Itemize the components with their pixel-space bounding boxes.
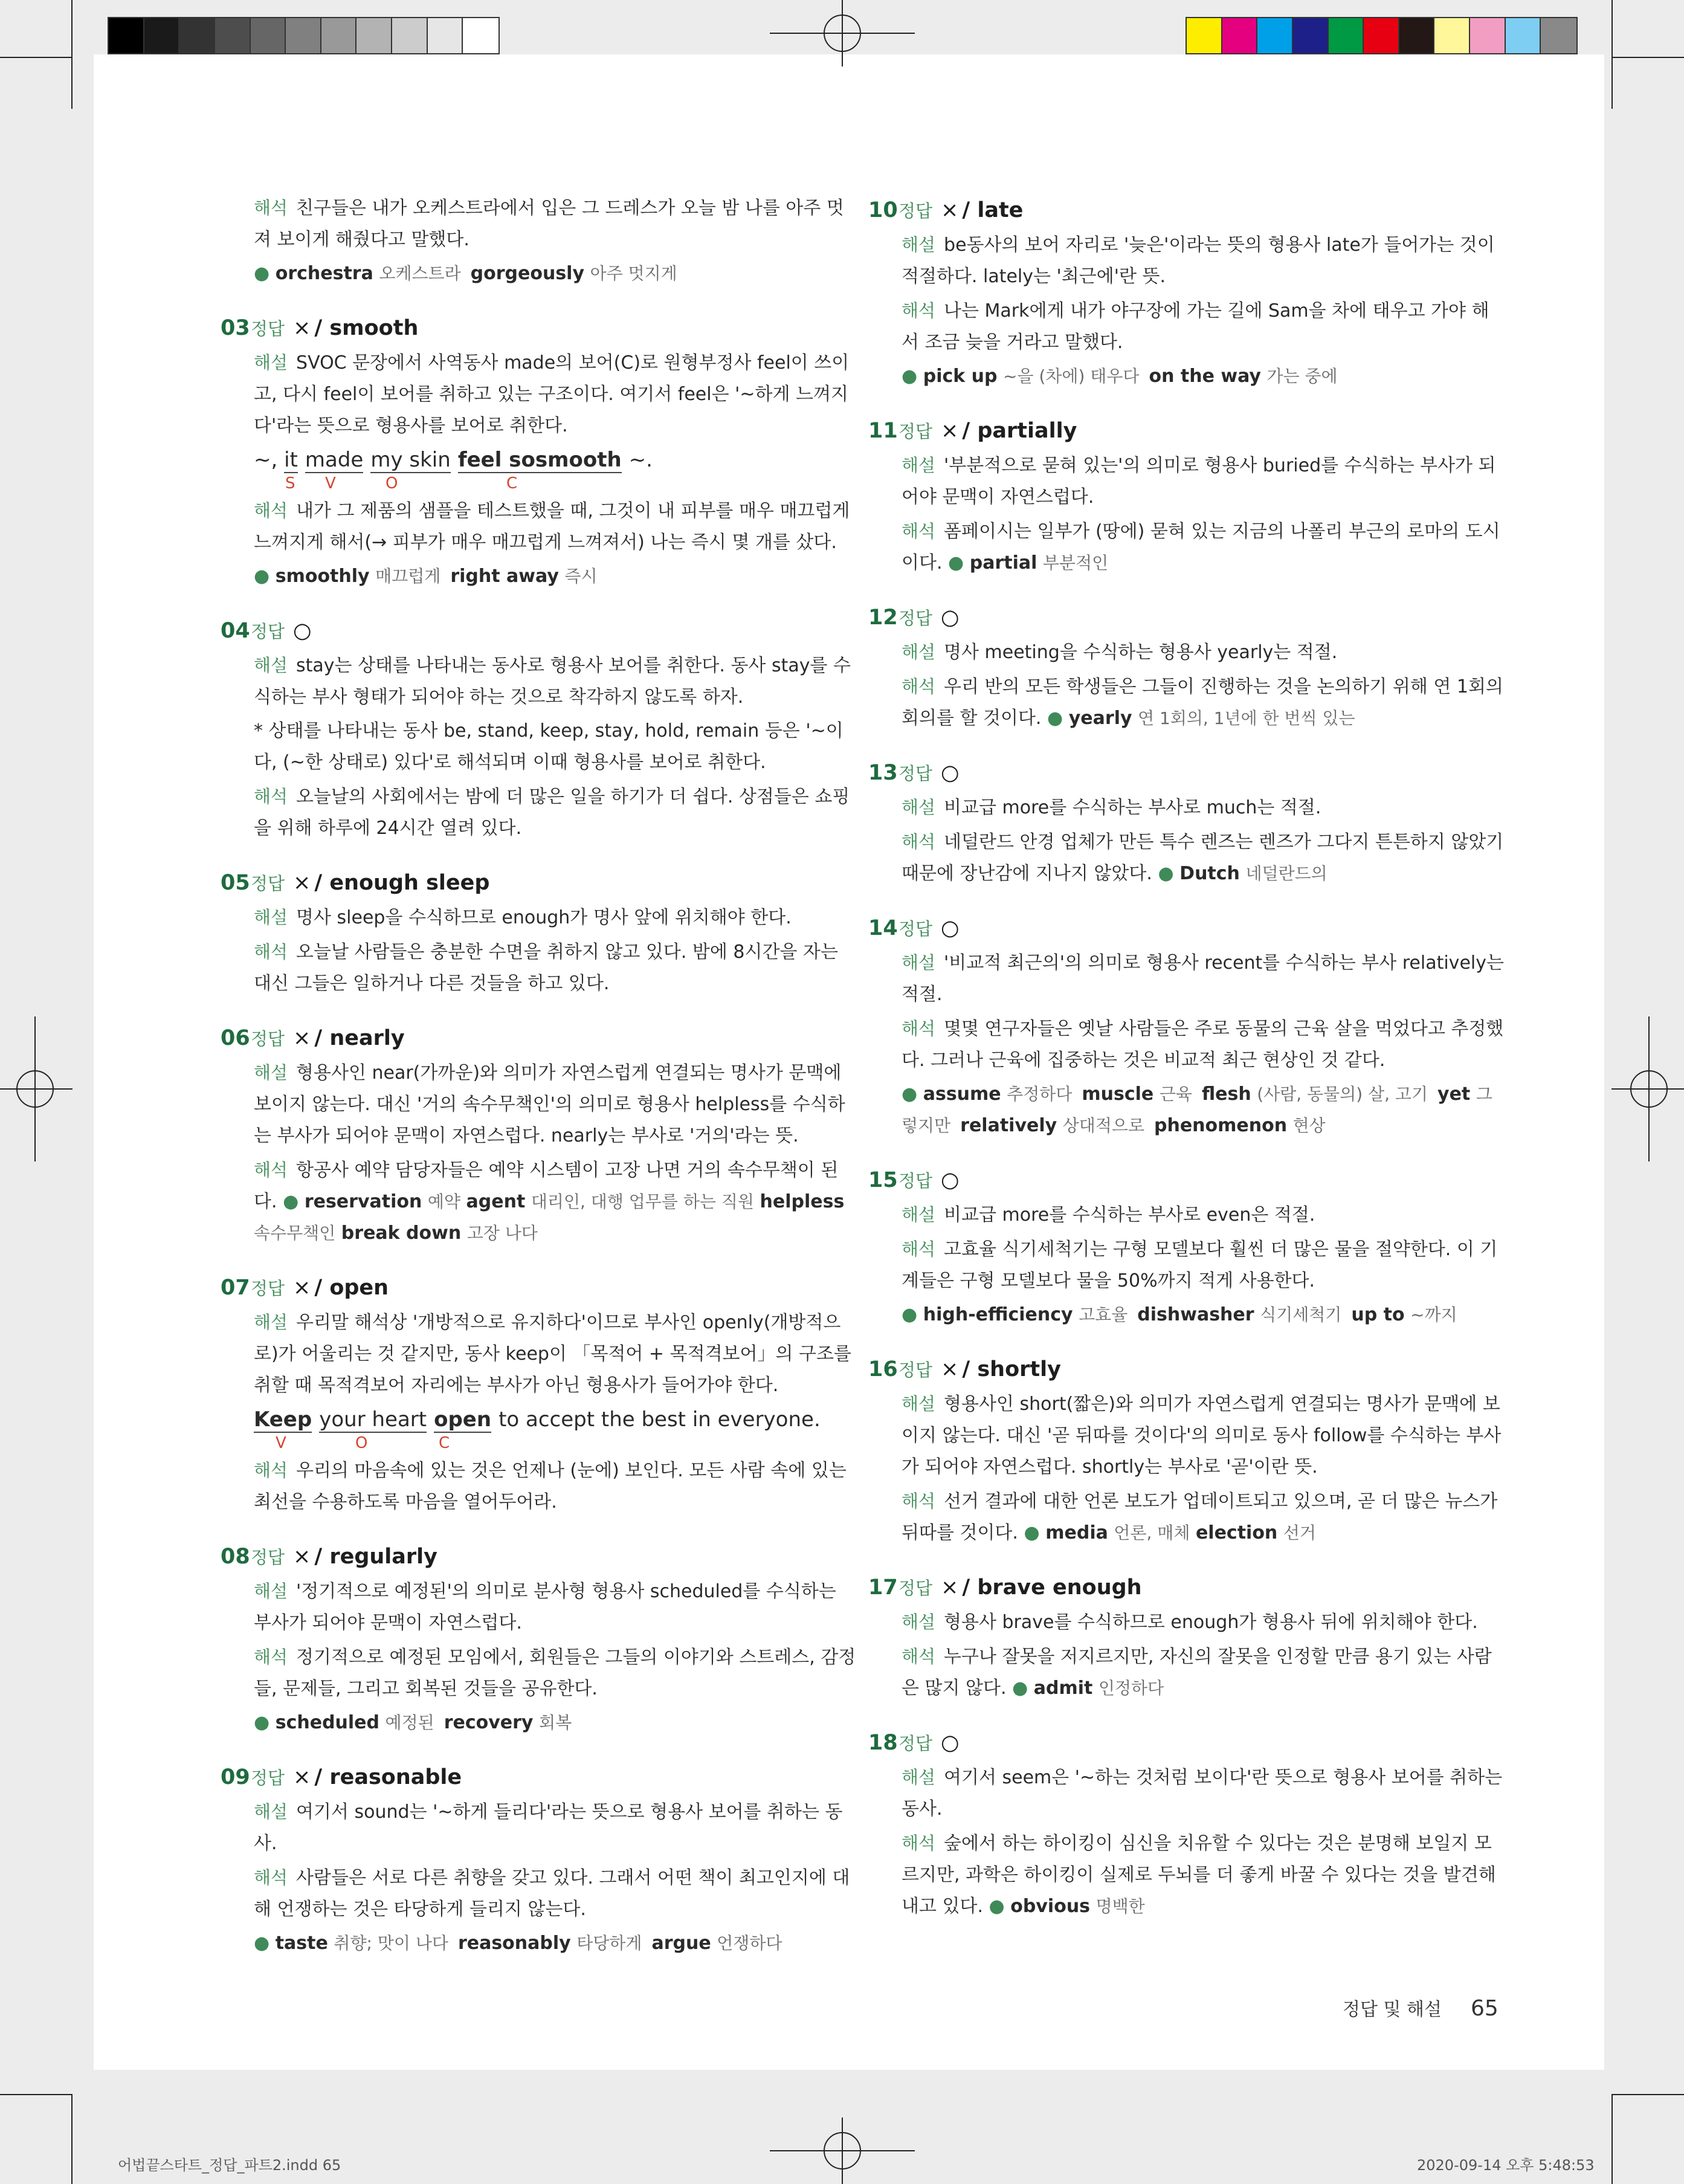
translation-text: 정기적으로 예정된 모임에서, 회원들은 그들의 이야기와 스트레스, 감정들, 문제들, 그리고 회복된 것들을 공유한다. (254, 1647, 856, 1699)
answer-label: 정답 (251, 1768, 285, 1788)
answer-label: 정답 (898, 919, 933, 939)
vocab-word: election (1195, 1522, 1278, 1543)
vocab-word: dishwasher (1137, 1304, 1254, 1325)
example-sentence: ~, it made my skin feel sosmooth ~. (254, 448, 653, 472)
translation-text: 고효율 식기세척기는 구형 모델보다 훨씬 더 많은 물을 절약한다. 이 기계들은 구형 모델보다 물을 50%까지 적게 사용한다. (902, 1239, 1498, 1291)
incorrect-mark-icon: × (293, 1765, 311, 1789)
correct-mark-icon: ○ (941, 1168, 960, 1192)
vocab-meaning: 그렇지만 (902, 1084, 1492, 1136)
calibration-swatch (1541, 18, 1576, 53)
translation-text: 우리의 마음속에 있는 것은 언제나 (눈에) 보인다. 모든 사람 속에 있는 최선을 수용하도록 마음을 열어두어라. (254, 1460, 847, 1513)
crop-mark (1611, 57, 1684, 58)
crop-mark (71, 2094, 73, 2184)
translation-text: 선거 결과에 대한 언론 보도가 업데이트되고 있으며, 곧 더 많은 뉴스가 뒤따를 것이다. (902, 1491, 1498, 1543)
answer-item-13 (868, 755, 1506, 890)
vocab-meaning: 속수무책인 (254, 1223, 336, 1243)
item-number: 13 (868, 761, 898, 785)
answer-label: 정답 (898, 1360, 933, 1380)
vocab-meaning: 부분적인 (1043, 553, 1109, 573)
vocab-meaning: 즉시 (564, 566, 598, 586)
vocab-meaning: 인정하다 (1098, 1678, 1164, 1698)
complement-phrase: feel so (457, 448, 535, 472)
calibration-swatch (392, 18, 428, 53)
vocab-meaning: (사람, 동물의) 살, 고기 (1257, 1084, 1428, 1104)
vocab-word: break down (341, 1223, 462, 1244)
answer-item-15 (868, 1162, 1506, 1331)
explain-label: 해설 (902, 797, 936, 818)
translate-label: 해석 (254, 198, 288, 218)
bullet-dot-icon: ● (1047, 708, 1063, 729)
explanation-text: 여기서 sound는 '~하게 들리다'라는 뜻으로 형용사 보어를 취하는 동사. (254, 1801, 843, 1854)
bullet-dot-icon: ● (948, 552, 964, 573)
translation-text: 몇몇 연구자들은 옛날 사람들은 주로 동물의 근육 살을 먹었다고 추정했다. 그러나 근육에 집중하는 것은 비교적 최근 현상인 것 같다. (902, 1018, 1504, 1071)
vocab-meaning: 가는 중에 (1266, 366, 1338, 386)
bullet-dot-icon: ● (254, 1933, 276, 1954)
translate-label: 해석 (902, 676, 936, 697)
translate-label: 해석 (902, 521, 936, 541)
vocab-meaning: 연 1회의, 1년에 한 번씩 있는 (1138, 708, 1355, 728)
translate-label: 해석 (902, 1833, 936, 1853)
calibration-swatch (1257, 18, 1293, 53)
explain-label: 해설 (902, 1204, 936, 1225)
vocab-word: taste (275, 1933, 328, 1954)
bullet-dot-icon: ● (902, 366, 923, 387)
translate-label: 해석 (254, 500, 288, 521)
example-sentence: Keep your heart open to accept the best in everyone. (254, 1407, 821, 1432)
explain-label: 해설 (254, 1312, 288, 1333)
answer-item-16 (868, 1351, 1506, 1549)
answer-item-18 (868, 1725, 1506, 1922)
answer-label: 정답 (251, 873, 285, 894)
bullet-dot-icon: ● (254, 566, 276, 587)
vocab-meaning: 아주 멋지게 (590, 263, 677, 283)
vocab-list (254, 561, 858, 592)
vocab-word: reasonably (457, 1933, 571, 1954)
correct-mark-icon: ○ (941, 1731, 960, 1755)
explain-label: 해설 (902, 952, 936, 973)
explain-label: 해설 (902, 1767, 936, 1788)
answer-item-03 (221, 310, 858, 592)
vocab-meaning: 회복 (539, 1713, 572, 1733)
answer-label: 정답 (898, 1171, 933, 1191)
translate-label: 해석 (254, 1160, 288, 1180)
calibration-swatch (1293, 18, 1329, 53)
item-number: 06 (221, 1026, 250, 1050)
vocab-word: phenomenon (1154, 1115, 1288, 1136)
explanation-text: 비교급 more를 수식하는 부사로 much는 적절. (944, 797, 1321, 818)
explanation-text: '비교적 최근의'의 의미로 형용사 recent를 수식하는 부사 relatively는 적절. (902, 952, 1504, 1005)
answer-label: 정답 (898, 201, 933, 221)
vocab-meaning: 현상 (1292, 1116, 1326, 1136)
answer-label: 정답 (251, 318, 285, 339)
vocab-word: Dutch (1179, 863, 1240, 884)
answer-text: / reasonable (314, 1765, 462, 1789)
subject-phrase: it (284, 448, 298, 472)
page-footer (1343, 1994, 1499, 2021)
calibration-swatch (1399, 18, 1435, 53)
answer-text: / shortly (962, 1357, 1061, 1381)
explain-label: 해설 (254, 1581, 288, 1601)
answer-label: 정답 (251, 1547, 285, 1568)
bullet-dot-icon: ● (902, 1304, 923, 1325)
bullet-dot-icon: ● (989, 1896, 1005, 1917)
vocab-word: orchestra (275, 263, 373, 284)
verb-phrase: Keep (254, 1407, 312, 1432)
vocab-meaning: 예정된 (385, 1713, 434, 1733)
answer-label: 정답 (898, 608, 933, 628)
vocab-word: right away (450, 566, 559, 587)
bullet-dot-icon: ● (254, 263, 276, 284)
item-number: 16 (868, 1357, 898, 1381)
explain-label: 해설 (254, 352, 288, 373)
vocab-meaning: 명백한 (1095, 1896, 1145, 1916)
item-number: 17 (868, 1575, 898, 1600)
registration-mark-top (770, 0, 915, 66)
object-phrase: your heart (319, 1407, 427, 1432)
vocab-word: admit (1033, 1678, 1093, 1699)
bullet-dot-icon: ● (1024, 1522, 1040, 1543)
vocab-word: high-efficiency (923, 1304, 1073, 1325)
calibration-swatch (251, 18, 286, 53)
registration-mark-right (1611, 1016, 1684, 1161)
vocab-word: pick up (923, 366, 998, 387)
vocab-list (902, 1299, 1506, 1331)
answer-item-04 (221, 613, 858, 844)
vocab-word: scheduled (275, 1712, 379, 1733)
vocab-meaning: 매끄럽게 (375, 566, 441, 586)
incorrect-mark-icon: × (293, 1545, 311, 1569)
vocab-meaning: 타당하게 (576, 1933, 642, 1953)
explanation-text: 형용사 brave를 수식하므로 enough가 형용사 뒤에 위치해야 한다. (944, 1612, 1478, 1633)
translate-label: 해석 (254, 1647, 288, 1667)
explain-label: 해설 (254, 655, 288, 676)
vocab-word: gorgeously (470, 263, 585, 284)
answer-item-11 (868, 413, 1506, 579)
answer-item-07 (221, 1270, 858, 1518)
correct-mark-icon: ○ (941, 606, 960, 630)
vocab-word: smoothly (275, 566, 370, 587)
answer-label: 정답 (898, 763, 933, 784)
translate-label: 해석 (902, 1491, 936, 1511)
correct-mark-icon: ○ (941, 761, 960, 785)
calibration-swatch (1187, 18, 1222, 53)
translate-label: 해석 (902, 1018, 936, 1039)
explanation-text: 명사 meeting을 수식하는 형용사 yearly는 적절. (944, 642, 1338, 663)
vocab-meaning: 상대적으로 (1062, 1116, 1144, 1136)
translation-text: 숲에서 하는 하이킹이 심신을 치유할 수 있다는 것은 분명해 보일지 모르지만, 과학은 하이킹이 실제로 두뇌를 더 좋게 바꿀 수 있다는 것을 발견해 내고 있다. (902, 1833, 1496, 1917)
crop-mark (1611, 2094, 1613, 2184)
calibration-swatch (109, 18, 144, 53)
grayscale-calibration-bar (108, 17, 500, 54)
item-number: 03 (221, 316, 250, 340)
vocab-list (902, 1079, 1506, 1142)
explanation-text: 형용사인 near(가까운)와 의미가 자연스럽게 연결되는 명사가 문맥에 보이지 않는다. 대신 '거의 속수무책인'의 의미로 형용사 helpless를 수식하는 부사가 되어야 문맥이 자연스럽다. nearly는 부사로 '거의'라는 뜻. (254, 1062, 845, 1146)
translation-text: 내가 그 제품의 샘플을 테스트했을 때, 그것이 내 피부를 매우 매끄럽게 느껴지게 해서(→ 피부가 매우 매끄럽게 느껴져서) 나는 즉시 몇 개를 샀다. (254, 500, 850, 553)
explanation-text: 형용사인 short(짧은)와 의미가 자연스럽게 연결되는 명사가 문맥에 보이지 않는다. 대신 '곧 뒤따를 것이다'의 의미로 동사 follow를 수식하는 부사가 되어야 자연스럽다. shortly는 부사로 '곧'이란 뜻. (902, 1394, 1502, 1478)
correct-mark-icon: ○ (293, 619, 312, 643)
vocab-word: assume (923, 1084, 1001, 1105)
left-column (221, 192, 858, 1980)
vocab-word: helpless (760, 1191, 845, 1212)
registration-mark-bottom (770, 2118, 915, 2184)
answer-item-14 (868, 910, 1506, 1142)
right-column (868, 192, 1506, 1943)
vocab-meaning: 언쟁하다 (717, 1933, 782, 1953)
color-calibration-bar (1186, 17, 1578, 54)
translation-text: 사람들은 서로 다른 취향을 갖고 있다. 그래서 어떤 책이 최고인지에 대해 언쟁하는 것은 타당하게 들리지 않는다. (254, 1867, 850, 1920)
calibration-swatch (286, 18, 321, 53)
answer-text: / enough sleep (314, 871, 490, 895)
incorrect-mark-icon: × (293, 1026, 311, 1050)
item-number: 10 (868, 198, 898, 222)
vocab-meaning: 고효율 (1079, 1305, 1128, 1325)
explanation-text: 여기서 seem은 '~하는 것처럼 보이다'란 뜻으로 형용사 보어를 취하는 동사. (902, 1767, 1503, 1820)
vocab-list (902, 361, 1506, 392)
answer-label: 정답 (898, 421, 933, 442)
answer-text: / open (314, 1276, 389, 1300)
vocab-meaning: 취향; 맛이 나다 (334, 1933, 448, 1953)
explanation-text: stay는 상태를 나타내는 동사로 형용사 보어를 취한다. 동사 stay를 수식하는 부사 형태가 되어야 하는 것으로 착각하지 않도록 하자. (254, 655, 851, 708)
translation-text: 항공사 예약 담당자들은 예약 시스템이 고장 나면 거의 속수무책이 된다. (254, 1160, 839, 1212)
translate-label: 해석 (902, 1239, 936, 1259)
answer-text: / brave enough (962, 1575, 1142, 1600)
vocab-word: flesh (1201, 1084, 1251, 1105)
vocab-meaning: 고장 나다 (466, 1223, 538, 1243)
explain-label: 해설 (902, 455, 936, 476)
vocab-word: recovery (444, 1712, 534, 1733)
vocab-word: partial (969, 552, 1037, 573)
answer-item-06 (221, 1020, 858, 1249)
incorrect-mark-icon: × (293, 316, 311, 340)
explain-label: 해설 (902, 234, 936, 255)
calibration-swatch (1470, 18, 1506, 53)
translate-label: 해석 (902, 1646, 936, 1667)
print-timestamp: 2020-09-14 오후 5:48:53 (1417, 2157, 1595, 2174)
registration-mark-left (0, 1016, 73, 1161)
answer-label: 정답 (251, 1278, 285, 1299)
translate-label: 해석 (254, 1460, 288, 1481)
calibration-swatch (428, 18, 463, 53)
item-number: 04 (221, 619, 250, 643)
correct-mark-icon: ○ (941, 916, 960, 940)
item-number: 08 (221, 1545, 250, 1569)
explain-label: 해설 (254, 1801, 288, 1822)
translation-text: 나는 Mark에게 내가 야구장에 가는 길에 Sam을 차에 태우고 가야 해서 조금 늦을 거라고 말했다. (902, 300, 1489, 353)
answer-label: 정답 (251, 621, 285, 642)
vocab-meaning: 식기세척기 (1260, 1305, 1342, 1325)
sentence-structure-labels: V O C (276, 1434, 450, 1452)
translate-label: 해석 (902, 832, 936, 852)
item-number: 05 (221, 871, 250, 895)
calibration-swatch (215, 18, 251, 53)
calibration-swatch (1364, 18, 1399, 53)
answer-item-17 (868, 1569, 1506, 1704)
answer-item-09 (221, 1759, 858, 1959)
vocab-list (254, 1928, 858, 1959)
vocab-meaning: ~까지 (1410, 1305, 1457, 1325)
incorrect-mark-icon: × (293, 1276, 311, 1300)
vocab-word: agent (466, 1191, 526, 1212)
translation-text: 오늘날의 사회에서는 밤에 더 많은 일을 하기가 더 쉽다. 상점들은 쇼핑을 위해 하루에 24시간 열려 있다. (254, 786, 850, 839)
crop-mark (71, 0, 73, 109)
incorrect-mark-icon: × (941, 198, 959, 222)
vocab-meaning: 선거 (1283, 1523, 1316, 1543)
calibration-swatch (144, 18, 180, 53)
vocab-word: reservation (304, 1191, 422, 1212)
answer-item-12 (868, 599, 1506, 734)
answer-text: / regularly (314, 1545, 437, 1569)
bullet-dot-icon: ● (283, 1191, 299, 1212)
translation-text: 우리 반의 모든 학생들은 그들이 진행하는 것을 논의하기 위해 연 1회의 회의를 할 것이다. (902, 676, 1503, 729)
translate-label: 해석 (254, 1867, 288, 1888)
explain-label: 해설 (902, 1612, 936, 1632)
verb-phrase: made (305, 448, 364, 472)
answer-label: 정답 (898, 1578, 933, 1598)
vocab-meaning: 근육 (1159, 1084, 1192, 1104)
object-phrase: my skin (370, 448, 451, 472)
answer-item-02-continued (254, 192, 858, 289)
crop-mark (1611, 2094, 1684, 2095)
answer-label: 정답 (898, 1733, 933, 1754)
bullet-dot-icon: ● (254, 1712, 276, 1733)
calibration-swatch (179, 18, 215, 53)
vocab-word: up to (1351, 1304, 1405, 1325)
vocab-word: on the way (1149, 366, 1261, 387)
incorrect-mark-icon: × (941, 1357, 959, 1381)
explanation-text: 명사 sleep을 수식하므로 enough가 명사 앞에 위치해야 한다. (296, 907, 792, 928)
crop-mark (0, 57, 71, 58)
translation-text: 누구나 잘못을 저지르지만, 자신의 잘못을 인정할 만큼 용기 있는 사람은 많지 않다. (902, 1646, 1492, 1699)
answer-item-05 (221, 865, 858, 1000)
vocab-word: yet (1437, 1084, 1471, 1105)
grammar-note: * 상태를 나타내는 동사 be, stand, keep, stay, hold, remain 등은 '~이다, (~한 상태로) 있다'로 해석되며 이때 형용사를 보어로 취한다. (254, 720, 844, 773)
vocab-meaning: 네덜란드의 (1245, 864, 1328, 884)
answer-label: 정답 (251, 1029, 285, 1049)
calibration-swatch (1222, 18, 1258, 53)
calibration-swatch (321, 18, 357, 53)
vocab-meaning: 예약 (427, 1192, 460, 1212)
translation-text: 친구들은 내가 오케스트라에서 입은 그 드레스가 오늘 밤 나를 아주 멋져 보이게 해줬다고 말했다. (254, 198, 844, 250)
item-number: 18 (868, 1731, 898, 1755)
section-title: 정답 및 해설 (1343, 1999, 1442, 2020)
explanation-text: 비교급 more를 수식하는 부사로 even은 적절. (944, 1204, 1315, 1226)
item-number: 07 (221, 1276, 250, 1300)
explanation-text: '부분적으로 묻혀 있는'의 의미로 형용사 buried를 수식하는 부사가 되어야 문맥이 자연스럽다. (902, 455, 1496, 508)
incorrect-mark-icon: × (941, 419, 959, 443)
crop-mark (1611, 0, 1613, 109)
incorrect-mark-icon: × (293, 871, 311, 895)
explanation-text: be동사의 보어 자리로 '늦은'이라는 뜻의 형용사 late가 들어가는 것이 적절하다. lately는 '최근에'란 뜻. (902, 234, 1495, 287)
translate-label: 해석 (902, 300, 936, 321)
calibration-swatch (356, 18, 392, 53)
item-number: 09 (221, 1765, 250, 1789)
calibration-swatch (1434, 18, 1470, 53)
answer-text: / nearly (314, 1026, 405, 1050)
translation-text: 폼페이시는 일부가 (땅에) 묻혀 있는 지금의 나폴리 부근의 로마의 도시이다. (902, 521, 1500, 573)
vocab-meaning: 추정하다 (1007, 1084, 1073, 1104)
explain-label: 해설 (254, 1062, 288, 1083)
sentence-structure-labels: S V O C (285, 474, 518, 493)
bullet-dot-icon: ● (902, 1084, 923, 1105)
item-number: 11 (868, 419, 898, 443)
crop-mark (0, 2094, 71, 2095)
answer-text: / smooth (314, 316, 419, 340)
page-number: 65 (1470, 1996, 1499, 2021)
incorrect-mark-icon: × (941, 1575, 959, 1600)
vocab-list (254, 1707, 858, 1739)
vocab-word: obvious (1010, 1896, 1091, 1917)
answer-text: / partially (962, 419, 1077, 443)
bullet-dot-icon: ● (1158, 863, 1174, 884)
translation-text: 오늘날 사람들은 충분한 수면을 취하지 않고 있다. 밤에 8시간을 자는 대신 그들은 일하거나 다른 것들을 하고 있다. (254, 942, 838, 994)
translation-text: 네덜란드 안경 업체가 만든 특수 렌즈는 렌즈가 그다지 튼튼하지 않았기 때문에 장난감에 지나지 않았다. (902, 832, 1504, 884)
vocab-list (254, 258, 858, 289)
vocab-word: relatively (960, 1115, 1057, 1136)
explanation-text: SVOC 문장에서 사역동사 made의 보어(C)로 원형부정사 feel이 쓰이고, 다시 feel이 보어를 취하고 있는 구조이다. 여기서 feel은 '~하게 느껴지다'라는 뜻으로 형용사를 보어로 취한다. (254, 352, 850, 436)
item-number: 14 (868, 916, 898, 940)
calibration-swatch (463, 18, 498, 53)
translate-label: 해석 (254, 786, 288, 807)
item-number: 12 (868, 606, 898, 630)
explanation-text: '정기적으로 예정된'의 의미로 분사형 형용사 scheduled를 수식하는 부사가 되어야 문맥이 자연스럽다. (254, 1581, 836, 1633)
answer-item-10 (868, 192, 1506, 392)
explain-label: 해설 (254, 907, 288, 928)
translate-label: 해석 (254, 942, 288, 962)
vocab-meaning: 대리인, 대행 업무를 하는 직원 (531, 1192, 754, 1212)
vocab-meaning: ~을 (차에) 태우다 (1003, 366, 1140, 386)
explain-label: 해설 (902, 1394, 936, 1414)
vocab-word: yearly (1068, 708, 1132, 729)
answer-text: / late (962, 198, 1024, 222)
vocab-meaning: 언론, 매체 (1114, 1523, 1190, 1543)
calibration-swatch (1506, 18, 1541, 53)
explain-label: 해설 (902, 642, 936, 662)
complement-word: open (434, 1407, 492, 1432)
file-slug: 어법끝스타트_정답_파트2.indd 65 (118, 2157, 341, 2174)
vocab-meaning: 오케스트라 (379, 263, 461, 283)
calibration-swatch (1329, 18, 1364, 53)
answer-item-08 (221, 1539, 858, 1739)
complement-word: smooth (535, 448, 622, 472)
item-number: 15 (868, 1168, 898, 1192)
vocab-word: argue (651, 1933, 711, 1954)
explanation-text: 우리말 해석상 '개방적으로 유지하다'이므로 부사인 openly(개방적으로)가 어울리는 것 같지만, 동사 keep이 「목적어 + 목적격보어」의 구조를 취할 때 목적격보어 자리에는 부사가 아닌 형용사가 들어가야 한다. (254, 1312, 851, 1396)
bullet-dot-icon: ● (1012, 1678, 1028, 1699)
vocab-word: muscle (1082, 1084, 1154, 1105)
vocab-word: media (1045, 1522, 1108, 1543)
